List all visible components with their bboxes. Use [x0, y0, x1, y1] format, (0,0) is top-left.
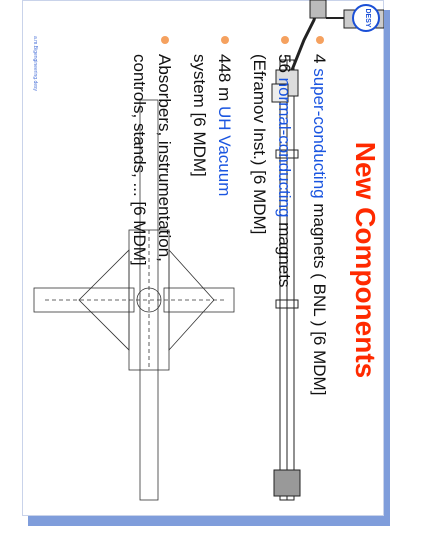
bullet-dot: [281, 36, 289, 44]
bullet-item-2: [247, 36, 297, 506]
bullet-line: Absorbers, instrumentation,: [155, 54, 174, 262]
desy-logo-icon: [352, 4, 380, 32]
bullet-line: controls, stands, ... [6 MDM]: [130, 54, 149, 266]
slide-title: New Components: [350, 141, 381, 379]
bullet-line: (Eframov Inst.) [6 MDM]: [250, 54, 269, 235]
bullet-item-1: [307, 36, 332, 506]
credit-text: a.m.Bigengineering.desy: [32, 36, 38, 92]
bullet-list: [117, 36, 332, 506]
bullet-line: 56 normal-conducting magnets: [275, 54, 294, 288]
bullet-line: 4 super-conducting magnets ( BNL ) [6 MDM]: [310, 54, 329, 396]
bullet-dot: [161, 36, 169, 44]
bullet-line: system [6 MDM]: [190, 54, 209, 177]
bullet-item-3: [187, 36, 237, 506]
slide-content: [22, 0, 384, 516]
bullet-item-4: [127, 36, 177, 506]
bullet-dot: [221, 36, 229, 44]
bullet-dot: [316, 36, 324, 44]
logo-text: DESY: [364, 8, 371, 28]
bullet-line: 448 m UH Vacuum: [215, 54, 234, 197]
